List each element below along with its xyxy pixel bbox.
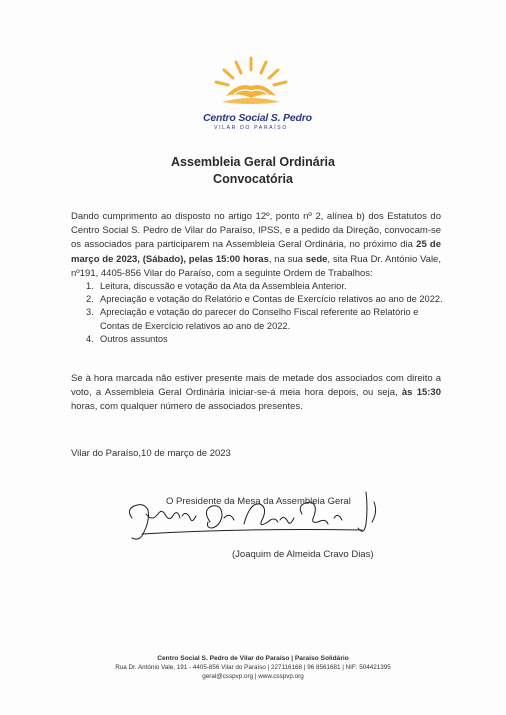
agenda-item: 1. Leitura, discussão e votação da Ata da Assembleia Anterior. bbox=[86, 281, 347, 291]
second-call-time: às 15:30 bbox=[401, 387, 441, 399]
logo-name: Centro Social S. Pedro bbox=[203, 112, 312, 124]
intro-paragraph bbox=[71, 210, 441, 281]
sun-hands-icon bbox=[212, 54, 290, 110]
agenda-item: 2. Apreciação e votação do Relatório e Contas de Exercício relativos ao ano de 2022. bbox=[86, 294, 443, 305]
intro-text-2: , na sua bbox=[268, 253, 306, 265]
agenda-list bbox=[86, 280, 446, 346]
place-date: Vilar do Paraíso,10 de março de 2023 bbox=[71, 448, 231, 459]
signatory-title: O Presidente da Mesa da Assembleia Geral bbox=[166, 496, 351, 507]
organization-logo bbox=[203, 54, 312, 134]
intro-text-3: , sita Rua Dr. António Vale, nº191, 4405-856 Vilar do Paraíso, com a seguinte Ordem de Trabalhos: bbox=[71, 253, 441, 279]
footer-contacts: geral@csspvp.org | www.csspvp.org bbox=[202, 673, 304, 680]
intro-text-1: Dando cumprimento ao disposto no artigo 12º, ponto nº 2, alínea b) dos Estatutos do Centro Social S. Pedro de Vilar do Paraíso, IPSS, e a pedido da Direção, convocam-se os associados para participarem na Assembleia Geral Ordinária, no próximo dia bbox=[71, 211, 441, 251]
document-subtitle: Convocatória bbox=[213, 172, 293, 186]
footer-address: Rua Dr. António Vale, 191 - 4405-856 Vilar do Paraíso | 227116168 | 96 8561681 | NIF: 504421395 bbox=[115, 664, 391, 671]
logo-subtitle: VILAR DO PARAÍSO bbox=[214, 125, 288, 131]
agenda-item: 3. Apreciação e votação do parecer do Conselho Fiscal referente ao Relatório e Contas de Exercício relativos ao ano de 2022. bbox=[86, 307, 419, 331]
meeting-date: 25 de março de 2023, (Sábado), pelas 15:00 horas bbox=[71, 239, 442, 265]
quorum-notice: Se à hora marcada não estiver presente mais de metade dos associados com direito a voto, a Assembleia Geral Ordinária iniciar-se-á meia hora depois, ou seja, às 15:30 horas, com qualquer número de associados presentes. bbox=[71, 373, 441, 413]
footer-organization: Centro Social S. Pedro de Vilar do Paraíso | Paraíso Solidário bbox=[157, 655, 349, 662]
meeting-place: sede bbox=[305, 253, 328, 265]
signatory-name: (Joaquim de Almeida Cravo Dias) bbox=[232, 549, 374, 560]
agenda-item: 4. Outros assuntos bbox=[86, 333, 168, 344]
document-title: Assembleia Geral Ordinária bbox=[171, 155, 335, 169]
